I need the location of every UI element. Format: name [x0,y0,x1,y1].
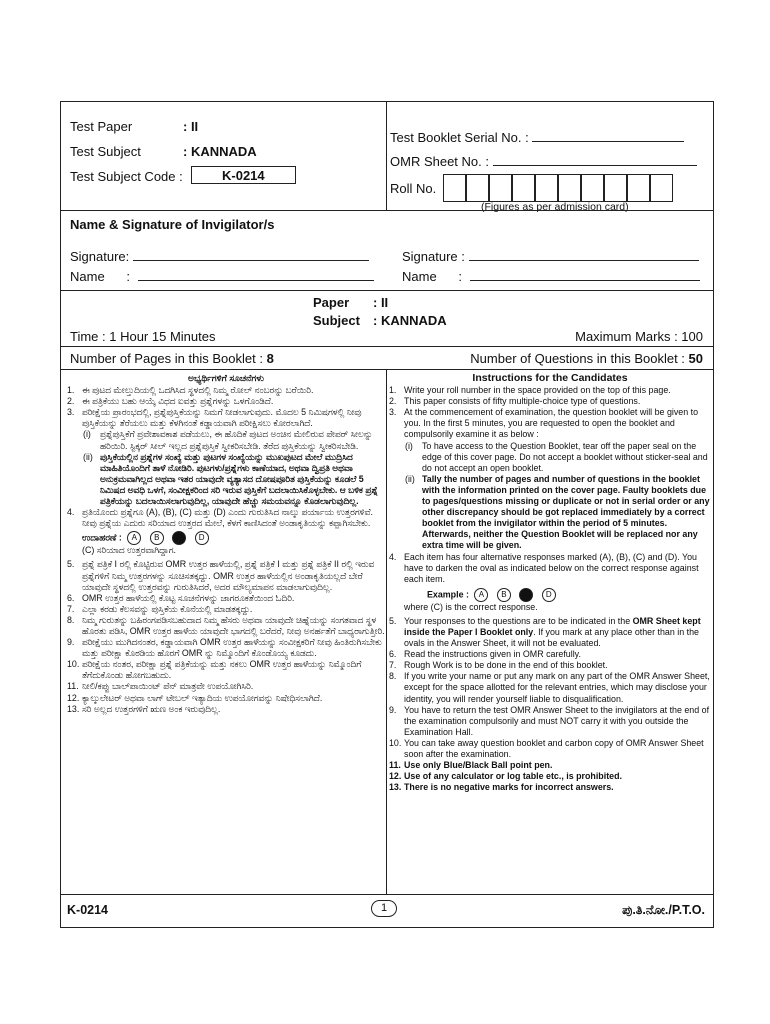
list-item: 1. ಈ ಪುಟದ ಮೇಲ್ತುದಿಯಲ್ಲಿ ಒದಗಿಸಿದ ಸ್ಥಳದಲ್ಲಿ ನಿಮ್ಮ ರೋಲ್ ನಂಬರನ್ನು ಬರೆಯಿರಿ. [67,385,314,396]
bubble-c-filled [172,531,186,545]
roll-digit-box[interactable] [512,174,535,202]
example-row [389,588,711,602]
roll-note: (Figures as per admission card) [481,201,629,213]
list-item: 2. ಈ ಪತ್ರಿಕೆಯು ಬಹು ಆಯ್ಕೆ ವಿಧದ ಐವತ್ತು ಪ್ರಶ್ನೆಗಳನ್ನು ಒಳಗೊಂಡಿದೆ. [67,396,274,407]
list-item: 2. This paper consists of fifty multiple-choice type of questions. [389,396,641,407]
signature-field-2[interactable] [402,249,699,264]
example-note: (C) ಸರಿಯಾದ ಉತ್ತರವಾಗಿದ್ದಾಗ. [82,545,177,556]
list-sub-item: (i) To have access to the Question Booklet, tear off the paper seal on the edge of this cover page. Do not accept a booklet without sticker-seal and do not accept an open booklet. [405,440,708,473]
signature-field-1[interactable] [70,249,369,264]
list-item: 6. OMR ಉತ್ತರ ಹಾಳೆಯಲ್ಲಿ ಕೊಟ್ಟ ಸೂಚನೆಗಳನ್ನು ಜಾಗರೂಕತೆಯಿಂದ ಓದಿರಿ. [67,592,295,603]
list-item: 12. ಕ್ಯಾಲ್ಕುಲೇಟರ್ ಅಥವಾ ಲಾಗ್ ಟೇಬಲ್ ಇತ್ಯಾದಿಯ ಉಪಯೋಗವನ್ನು ನಿಷೇಧಿಸಲಾಗಿದೆ. [67,692,323,703]
invigilator-heading: Name & Signature of Invigilator/s [70,217,275,232]
roll-digit-box[interactable] [581,174,604,202]
name-label-2: Name : [402,269,462,284]
questions-label: Number of Questions in this Booklet : [470,351,685,366]
bubble-b: B [150,531,164,545]
roll-digit-box[interactable] [466,174,489,202]
roll-digit-box[interactable] [650,174,673,202]
list-item: 8. ನಿಮ್ಮ ಗುರುತನ್ನು ಬಹಿರಂಗಪಡಿಸಬಹುದಾದ ನಿಮ್ಮ ಹೆಸರು ಅಥವಾ ಯಾವುದೇ ಚಿಹ್ನೆಯನ್ನು ಸಂಗತವಾದ ಸ್ಥಳ ಹೊರತು ಪಡಿಸಿ, OMR ಉತ್ತರ ಹಾಳೆಯ ಯಾವುದೇ ಭಾಗದಲ್ಲಿ ಬರೆದರೆ, ನೀವು ಅನರ್ಹತೆಗೆ ಬಾಧ್ಯರಾಗುತ್ತೀರಿ. [67,614,385,636]
name-label-1: Name : [70,269,130,284]
list-item: 11. ನೀಲಿ/ಕಪ್ಪು ಬಾಲ್‌ಪಾಯಿಂಟ್ ಪೆನ್ ಮಾತ್ರವೇ ಉಪಯೋಗಿಸಿರಿ. [67,681,254,692]
roll-digit-box[interactable] [489,174,512,202]
list-item: 4. ಪ್ರತಿಯೊಂದು ಪ್ರಶ್ನೆಗೂ (A), (B), (C) ಮತ್ತು (D) ಎಂದು ಗುರುತಿಸಿದ ನಾಲ್ಕು ಪರ್ಯಾಯ ಉತ್ತರಗಳಿವೆ. ನೀವು ಪ್ರಶ್ನೆಯ ಎದುರು ಸರಿಯಾದ ಉತ್ತರದ ಮೇಲೆ, ಕೆಳಗೆ ಕಾಣಿಸಿದಂತೆ ಅಂಡಾಕೃತಿಯನ್ನು ಕಪ್ಪಾಗಿಸಬೇಕು. [67,507,374,529]
list-item: 3. At the commencement of examination, the question booklet will be given to you. In the first 5 minutes, you are requested to open the booklet and compulsorily examine it as below : [389,407,699,440]
pages-count [70,351,274,366]
name-field-1[interactable] [70,269,374,284]
list-item: 8. If you write your name or put any mark on any part of the OMR Answer Sheet, except for the space allotted for the relevant entries, which may disclose your identity, you will render yourself liable to disqualification. [389,671,710,704]
roll-label: Roll No. [390,181,437,196]
bubble-d: D [542,588,556,602]
pages-value: 8 [266,351,274,366]
time-allowed: Time : 1 Hour 15 Minutes [70,329,216,344]
test-subject-code-box: K-0214 [191,166,296,184]
list-item: 4. Each item has four alternative responses marked (A), (B), (C) and (D). You have to darken the oval as indicated below on the correct response against each item. [389,551,699,584]
questions-count [470,351,703,366]
test-subject-value: : KANNADA [183,144,257,159]
list-sub-item: (ii) Tally the number of pages and number of questions in the booklet with the information printed on the cover page. Faulty booklets due to pages/questions missing or duplicate or not in serial order or any other discrepancy should be got replaced immediately by a correct booklet from the invigilator within the period of 5 minutes. Afterwards, neither the Question Booklet will be replaced nor any extra time will be given. [405,473,710,551]
bubble-d: D [195,531,209,545]
example-label: Example : [427,589,469,600]
test-subject-label: Test Subject [70,144,141,159]
list-item: 5. Your responses to the questions are to be indicated in the OMR Sheet kept inside the Paper I Booklet only. If you mark at any place other than in the ovals in the Answer Sheet, it will not be evaluated. [389,615,701,649]
name-field-2[interactable] [402,269,700,284]
roll-digit-box[interactable] [627,174,650,202]
example-note: where (C) is the correct response. [404,601,538,612]
test-subject-code-label: Test Subject Code : [70,169,183,184]
signature-line-1 [133,260,369,261]
list-item: 6. Read the instructions given in OMR carefully. [389,649,581,660]
signature-line-2 [469,260,699,261]
list-item: 10. ಪರೀಕ್ಷೆಯ ನಂತರ, ಪರೀಕ್ಷಾ ಪ್ರಶ್ನೆ ಪತ್ರಿಕೆಯನ್ನು ಮತ್ತು ನಕಲು OMR ಉತ್ತರ ಹಾಳೆಯನ್ನು ನಿಮ್ಮೊಂದಿಗೆ ತೆಗೆದುಕೊಂಡು ಹೋಗಬಹುದು. [67,659,362,681]
roll-digit-box[interactable] [604,174,627,202]
maximum-marks: Maximum Marks : 100 [575,329,703,344]
questions-value: 50 [688,351,703,366]
list-item: 11. Use only Blue/Black Ball point pen. [389,760,553,771]
bubble-a: A [127,531,141,545]
example-label: ಉದಾಹರಣೆ : [82,532,122,543]
list-item: 9. ಪರೀಕ್ಷೆಯು ಮುಗಿದನಂತರ, ಕಡ್ಡಾಯವಾಗಿ OMR ಉತ್ತರ ಹಾಳೆಯನ್ನು ಸಂವೀಕ್ಷಕರಿಗೆ ನೀವು ಹಿಂತಿರುಗಿಸಬೇಕು ಮತ್ತು ಪರೀಕ್ಷಾ ಕೊಠಡಿಯ ಹೊರಗೆ OMR ನ್ನು ನಿಮ್ಮೊಂದಿಗೆ ಕೊಂಡೊಯ್ಯ ಕೂಡದು. [67,637,382,659]
name-line-2 [470,280,700,281]
list-sub-item: (ii) ಪುಸ್ತಿಕೆಯಲ್ಲಿನ ಪ್ರಶ್ನೆಗಳ ಸಂಖ್ಯೆ ಮತ್ತು ಪುಟಗಳ ಸಂಖ್ಯೆಯನ್ನು ಮುಖಪುಟದ ಮೇಲೆ ಮುದ್ರಿಸಿದ ಮಾಹಿತಿಯೊಂದಿಗೆ ತಾಳೆ ನೋಡಿರಿ. ಪುಟಗಳು/ಪ್ರಶ್ನೆಗಳು ಕಾಣೆಯಾದ, ಅಥವಾ ದ್ವಿಪ್ರತಿ ಅಥವಾ ಅನುಕ್ರಮವಾಗಿಲ್ಲದ ಅಥವಾ ಇತರ ಯಾವುದೇ ವ್ಯತ್ಯಾಸದ ದೋಷಪೂರಿತ ಪುಸ್ತಿಕೆಯನ್ನು ಕೂಡಲೆ 5 ನಿಮಿಷದ ಅವಧಿ ಒಳಗೆ, ಸಂವೀಕ್ಷಕರಿಂದ ಸರಿ ಇರುವ ಪುಸ್ತಿಕೆಗೆ ಬದಲಾಯಿಸಿಕೊಳ್ಳಬೇಕು. ಆ ಬಳಿಕ ಪ್ರಶ್ನೆ ಪತ್ರಿಕೆಯನ್ನು ಬದಲಾಯಿಸಲಾಗುವುದಿಲ್ಲ, ಯಾವುದೇ ಹೆಚ್ಚು ಸಮಯವನ್ನೂ ಕೊಡಲಾಗುವುದಿಲ್ಲ. [83,451,378,507]
omr-line [493,165,697,166]
omr-number-field[interactable] [390,154,697,169]
kannada-title: ಅಭ್ಯರ್ಥಿಗಳಿಗೆ ಸೂಚನೆಗಳು [188,373,264,383]
english-instructions [389,373,711,793]
roll-digit-box[interactable] [443,174,466,202]
signature-label-2: Signature : [402,249,465,264]
pages-label: Number of Pages in this Booklet : [70,351,263,366]
list-item: 13. There is no negative marks for incorrect answers. [389,782,614,793]
name-line-1 [138,280,374,281]
bubble-c-filled [519,588,533,602]
list-item: 12. Use of any calculator or log table etc., is prohibited. [389,771,622,782]
pto-label: ಪು.ತಿ.ನೋ./P.T.O. [622,903,705,917]
example-row [67,531,385,545]
paper-label: Paper [313,295,350,310]
serial-line [532,141,684,142]
kannada-instructions [67,373,385,715]
list-item: 3. ಪರೀಕ್ಷೆಯ ಪ್ರಾರಂಭದಲ್ಲಿ, ಪ್ರಶ್ನೆಪುಸ್ತಿಕೆಯನ್ನು ನಿಮಗೆ ನೀಡಲಾಗುವುದು. ಮೊದಲ 5 ನಿಮಿಷಗಳಲ್ಲಿ ನೀವು ಪುಸ್ತಿಕೆಯನ್ನು ತೆರೆಯಲು ಮತ್ತು ಕೆಳಗಿನಂತೆ ಕಡ್ಡಾಯವಾಗಿ ಪರೀಕ್ಷಿಸಲು ಕೋರಲಾಗಿದೆ. [67,407,362,429]
subject-label: Subject [313,313,360,328]
list-sub-item: (i) ಪ್ರಶ್ನೆಪುಸ್ತಿಕೆಗೆ ಪ್ರವೇಶಾವಕಾಶ ಪಡೆಯಲು, ಈ ಹೊದಿಕೆ ಪುಟದ ಅಂಚಿನ ಮೇಲಿರುವ ಪೇಪರ್ ಸೀಲನ್ನು ಹರಿಯಿರಿ. ಸ್ಟಿಕ್ಕರ್ ಸೀಲ್ ಇಲ್ಲದ ಪ್ರಶ್ನೆಪುಸ್ತಿಕೆ ಸ್ವೀಕರಿಸಬೇಡಿ. ತೆರೆದ ಪುಸ್ತಿಕೆಯನ್ನು ಸ್ವೀಕರಿಸಬೇಡಿ. [83,429,373,451]
cover-page [60,101,714,928]
list-item: 10. You can take away question booklet and carbon copy of OMR Answer Sheet soon after the examination. [389,737,704,759]
list-item: 7. Rough Work is to be done in the end of this booklet. [389,660,608,671]
paper-value: : II [373,295,389,310]
signature-label-1: Signature: [70,249,130,264]
footer-code: K-0214 [67,903,108,917]
list-item: 7. ಎಲ್ಲಾ ಕರಡು ಕೆಲಸವನ್ನು ಪುಸ್ತಿಕೆಯ ಕೊನೆಯಲ್ಲಿ ಮಾಡತಕ್ಕದ್ದು. [67,603,253,614]
list-item: 13. ಸರಿ ಅಲ್ಲದ ಉತ್ತರಗಳಿಗೆ ಋಣ ಅಂಕ ಇರುವುದಿಲ್ಲ. [67,703,221,714]
serial-label: Test Booklet Serial No. : [390,130,529,145]
test-paper-label: Test Paper [70,119,133,134]
list-item: 9. You have to return the test OMR Answer Sheet to the invigilators at the end of the examination compulsorily and must NOT carry it with you outside the Examination Hall. [389,704,710,737]
serial-number-field[interactable] [390,130,684,145]
bubble-a: A [474,588,488,602]
list-item: 1. Write your roll number in the space provided on the top of this page. [389,385,671,396]
roll-digit-box[interactable] [558,174,581,202]
english-title: Instructions for the Candidates [472,372,628,384]
test-paper-value: : II [183,119,199,134]
bubble-b: B [497,588,511,602]
page-number: 1 [371,900,397,917]
omr-label: OMR Sheet No. : [390,154,489,169]
roll-digit-box[interactable] [535,174,558,202]
subject-value: : KANNADA [373,313,447,328]
list-item: 5. ಪ್ರಶ್ನೆ ಪತ್ರಿಕೆ I ರಲ್ಲಿ ಕೊಟ್ಟಿರುವ OMR ಉತ್ತರ ಹಾಳೆಯಲ್ಲಿ, ಪ್ರಶ್ನೆ ಪತ್ರಿಕೆ I ಮತ್ತು ಪ್ರಶ್ನೆ ಪತ್ರಿಕೆ II ರಲ್ಲಿ ಇರುವ ಪ್ರಶ್ನೆಗಳಿಗೆ ನಿಮ್ಮ ಉತ್ತರಗಳನ್ನು ಸೂಚಿಸತಕ್ಕದ್ದು. OMR ಉತ್ತರ ಹಾಳೆಯಲ್ಲಿನ ಅಂಡಾಕೃತಿಯಲ್ಲದೆ ಬೇರೆ ಯಾವುದೇ ಸ್ಥಳದಲ್ಲಿ ಉತ್ತರವನ್ನು ಗುರುತಿಸಿದರೆ, ಅದರ ಮೌಲ್ಯಮಾಪನ ಮಾಡಲಾಗುವುದಿಲ್ಲ. [67,559,375,592]
